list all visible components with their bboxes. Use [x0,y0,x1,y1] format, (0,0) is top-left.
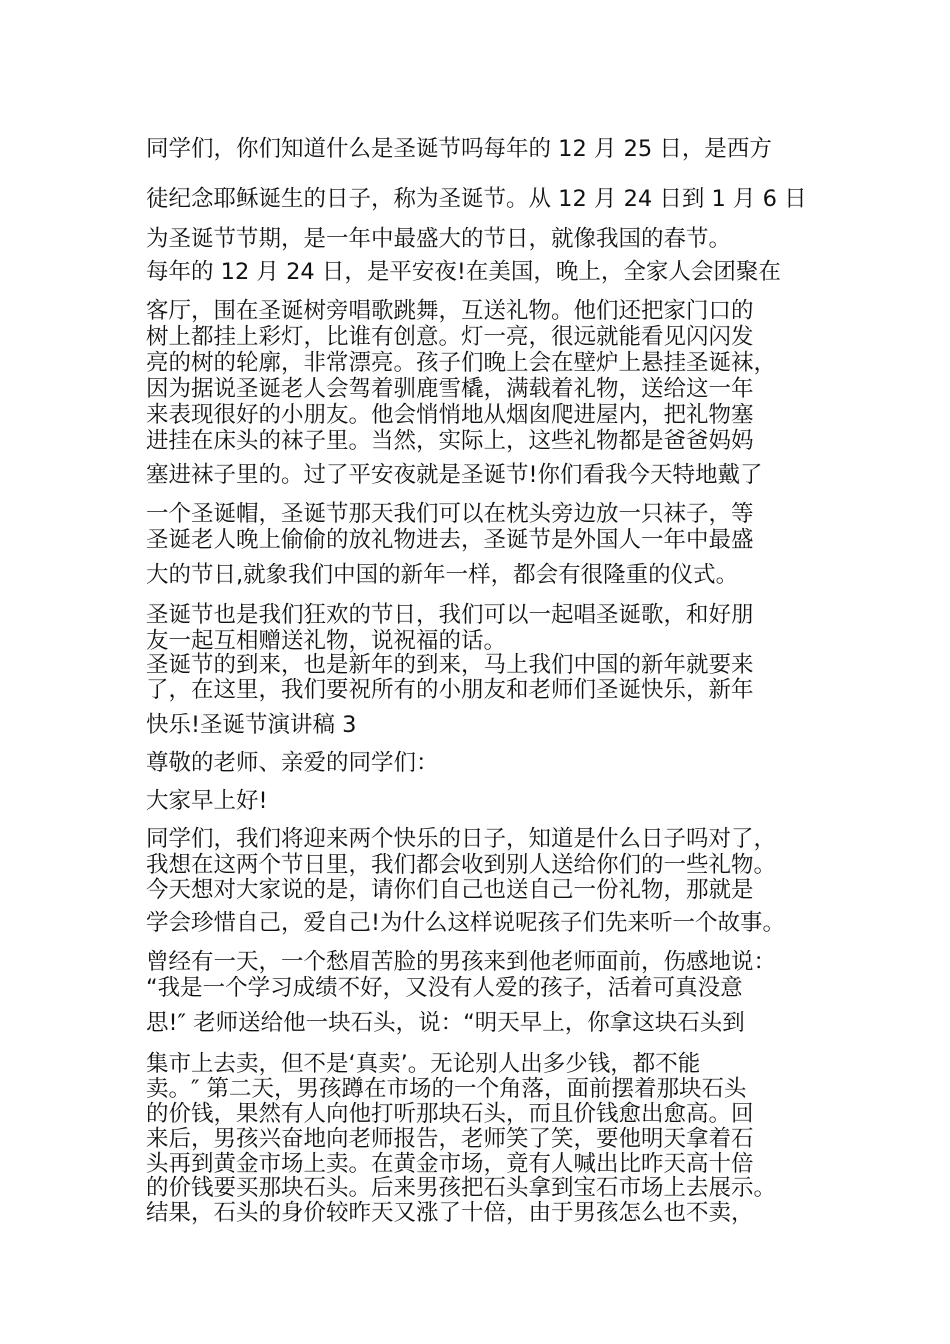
text-line-35: 结果，石头的身价较昨天又涨了十倍，由于男孩怎么也不卖， [146,1200,754,1226]
text-line-4: 每年的 12 月 24 日，是平安夜!在美国，晚上，全家人会团聚在 [146,259,781,285]
text-line-21: 大家早上好! [146,788,268,814]
text-line-9: 来表现很好的小朋友。他会悄悄地从烟囱爬进屋内，把礼物塞 [146,402,754,428]
text-line-10: 进挂在床头的袜子里。当然，实际上，这些礼物都是爸爸妈妈 [146,428,754,454]
text-line-18: 了，在这里，我们要祝所有的小朋友和老师们圣诞快乐，新年 [146,677,754,703]
text-line-26: 曾经有一天，一个愁眉苦脸的男孩来到他老师面前，伤感地说： [146,949,777,975]
text-line-33: 头再到黄金市场上卖。在黄金市场，竟有人喊出比昨天高十倍 [146,1151,754,1177]
text-line-5: 客厅，围在圣诞树旁唱歌跳舞，互送礼物。他们还把家门口的 [146,298,754,324]
text-line-30: 卖。″ 第二天，男孩蹲在市场的一个角落，面前摆着那块石头 [146,1076,747,1102]
text-line-17: 圣诞节的到来，也是新年的到来，马上我们中国的新年就要来 [146,652,754,678]
text-line-28: 思!″ 老师送给他一块石头，说：“明天早上，你拿这块石头到 [146,1010,745,1036]
text-line-8: 因为据说圣诞老人会驾着驯鹿雪橇，满载着礼物，送给这一年 [146,376,754,402]
text-line-15: 圣诞节也是我们狂欢的节日，我们可以一起唱圣诞歌，和好朋 [146,602,754,628]
text-line-12: 一个圣诞帽，圣诞节那天我们可以在枕头旁边放一只袜子，等 [146,501,754,527]
text-line-11: 塞进袜子里的。过了平安夜就是圣诞节!你们看我今天特地戴了 [146,462,763,488]
text-line-29: 集市上去卖，但不是‘真卖’。无论别人出多少钱，都不能 [146,1051,701,1077]
text-line-34: 的价钱要买那块石头。后来男孩把石头拿到宝石市场上去展示。 [146,1175,777,1201]
text-line-3: 为圣诞节节期，是一年中最盛大的节日，就像我国的春节。 [146,226,732,252]
text-line-1: 同学们，你们知道什么是圣诞节吗每年的 12 月 25 日，是西方 [146,136,772,162]
text-line-13: 圣诞老人晚上偷偷的放礼物进去，圣诞节是外国人一年中最盛 [146,527,754,553]
text-line-16: 友一起互相赠送礼物，说祝福的话。 [146,628,507,654]
text-line-14: 大的节日,就象我们中国的新年一样，都会有很隆重的仪式。 [146,562,739,588]
text-line-20: 尊敬的老师、亲爱的同学们： [146,750,439,776]
text-line-2: 徒纪念耶稣诞生的日子，称为圣诞节。从 12 月 24 日到 1 月 6 日 [146,186,807,212]
text-line-25: 学会珍惜自己，爱自己!为什么这样说呢孩子们先来听一个故事。 [146,910,786,936]
text-line-23: 我想在这两个节日里，我们都会收到别人送给你们的一些礼物。 [146,852,777,878]
text-line-19: 快乐!圣诞节演讲稿 3 [146,712,357,738]
text-line-32: 来后，男孩兴奋地向老师报告，老师笑了笑，要他明天拿着石 [146,1126,754,1152]
text-line-27: “我是一个学习成绩不好，又没有人爱的孩子，活着可真没意 [146,975,743,1001]
text-line-31: 的价钱，果然有人向他打听那块石头，而且价钱愈出愈高。回 [146,1101,754,1127]
text-line-6: 树上都挂上彩灯，比谁有创意。灯一亮，很远就能看见闪闪发 [146,324,754,350]
text-line-24: 今天想对大家说的是，请你们自己也送自己一份礼物，那就是 [146,877,754,903]
text-line-7: 亮的树的轮廓，非常漂亮。孩子们晚上会在壁炉上悬挂圣诞袜， [146,350,777,376]
text-line-22: 同学们，我们将迎来两个快乐的日子，知道是什么日子吗对了， [146,826,777,852]
